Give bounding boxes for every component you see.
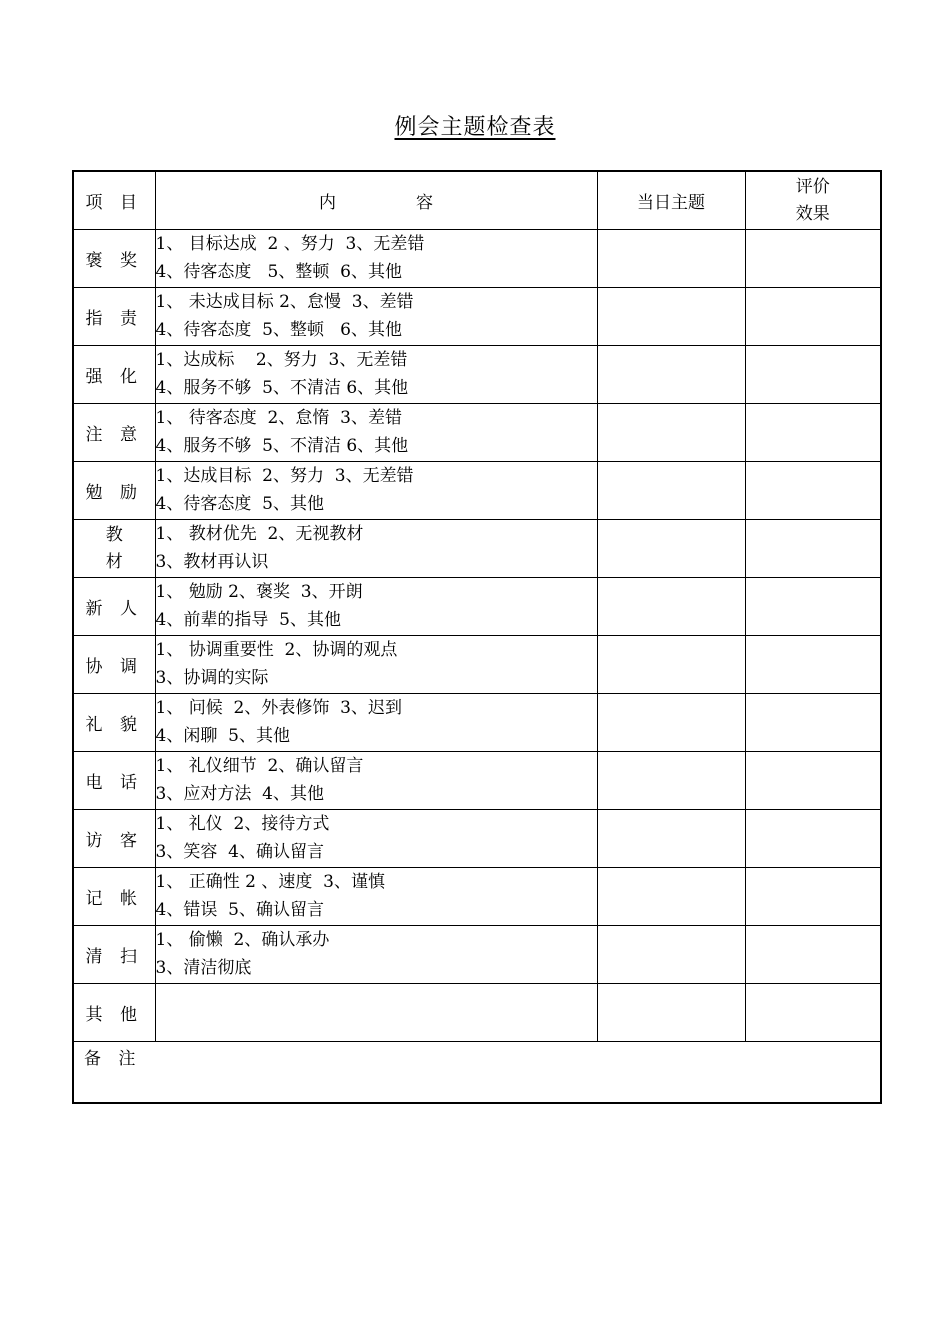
theme-cell[interactable] xyxy=(597,288,745,346)
theme-cell[interactable] xyxy=(597,984,745,1042)
row-content xyxy=(155,230,597,288)
row-item-label: 新 人 xyxy=(73,578,155,636)
content-line: 1、 协调重要性 2、协调的观点 xyxy=(155,640,398,660)
row-item-label: 访 客 xyxy=(73,810,155,868)
row-content xyxy=(155,346,597,404)
row-content xyxy=(155,868,597,926)
header-content-left: 内 xyxy=(319,193,336,213)
theme-cell[interactable] xyxy=(597,926,745,984)
row-item-label-line: 教 xyxy=(105,524,123,545)
theme-cell[interactable] xyxy=(597,636,745,694)
content-line: 1、 未达成目标 2、怠慢 3、差错 xyxy=(155,292,414,312)
content-line: 1、 问候 2、外表修饰 3、迟到 xyxy=(155,698,402,718)
content-line: 1、 目标达成 2 、努力 3、无差错 xyxy=(155,234,425,254)
theme-cell[interactable] xyxy=(597,520,745,578)
row-content xyxy=(155,694,597,752)
content-line: 3、协调的实际 xyxy=(155,668,269,688)
table-row xyxy=(73,810,881,868)
content-line: 4、前辈的指导 5、其他 xyxy=(155,610,341,630)
row-content xyxy=(155,288,597,346)
content-line: 3、教材再认识 xyxy=(155,552,269,572)
theme-cell[interactable] xyxy=(597,404,745,462)
evaluation-cell[interactable] xyxy=(745,810,881,868)
row-content xyxy=(155,404,597,462)
inspection-table xyxy=(72,170,882,1104)
header-eval-line1: 评价 xyxy=(795,176,830,197)
content-line: 3、笑容 4、确认留言 xyxy=(155,842,324,862)
header-item: 项 目 xyxy=(73,171,155,230)
table-row xyxy=(73,404,881,462)
header-evaluation xyxy=(745,171,881,230)
table-row xyxy=(73,752,881,810)
content-line: 4、闲聊 5、其他 xyxy=(155,726,290,746)
row-content xyxy=(155,636,597,694)
table-header-row xyxy=(73,171,881,230)
header-content-right: 容 xyxy=(416,193,433,213)
row-content xyxy=(155,578,597,636)
header-theme: 当日主题 xyxy=(597,171,745,230)
content-line: 1、 待客态度 2、怠惰 3、差错 xyxy=(155,408,402,428)
content-line: 1、 礼仪 2、接待方式 xyxy=(155,814,330,834)
table-row xyxy=(73,462,881,520)
content-line: 1、达成标 2、努力 3、无差错 xyxy=(155,350,408,370)
theme-cell[interactable] xyxy=(597,694,745,752)
row-item-label xyxy=(73,520,155,578)
content-line: 4、服务不够 5、不清洁 6、其他 xyxy=(155,436,409,456)
evaluation-cell[interactable] xyxy=(745,694,881,752)
content-line: 1、达成目标 2、努力 3、无差错 xyxy=(155,466,414,486)
remark-label: 备 注 xyxy=(84,1049,142,1069)
row-item-label: 注 意 xyxy=(73,404,155,462)
theme-cell[interactable] xyxy=(597,230,745,288)
remark-row xyxy=(73,1042,881,1104)
table-row xyxy=(73,926,881,984)
row-content xyxy=(155,520,597,578)
evaluation-cell[interactable] xyxy=(745,462,881,520)
theme-cell[interactable] xyxy=(597,578,745,636)
theme-cell[interactable] xyxy=(597,810,745,868)
content-line: 1、 勉励 2、褒奖 3、开朗 xyxy=(155,582,363,602)
content-line: 4、待客态度 5、其他 xyxy=(155,494,324,514)
table-row xyxy=(73,288,881,346)
row-item-label: 礼 貌 xyxy=(73,694,155,752)
row-item-label: 褒 奖 xyxy=(73,230,155,288)
evaluation-cell[interactable] xyxy=(745,346,881,404)
evaluation-cell[interactable] xyxy=(745,520,881,578)
evaluation-cell[interactable] xyxy=(745,404,881,462)
evaluation-cell[interactable] xyxy=(745,230,881,288)
theme-cell[interactable] xyxy=(597,346,745,404)
evaluation-cell[interactable] xyxy=(745,752,881,810)
evaluation-cell[interactable] xyxy=(745,636,881,694)
table-row xyxy=(73,520,881,578)
evaluation-cell[interactable] xyxy=(745,868,881,926)
row-item-label: 协 调 xyxy=(73,636,155,694)
row-content[interactable] xyxy=(155,984,597,1042)
content-line: 1、 偷懒 2、确认承办 xyxy=(155,930,330,950)
content-line: 4、错误 5、确认留言 xyxy=(155,900,324,920)
content-line: 4、服务不够 5、不清洁 6、其他 xyxy=(155,378,409,398)
content-line: 4、待客态度 5、整顿 6、其他 xyxy=(155,320,402,340)
header-content xyxy=(155,171,597,230)
row-item-label: 勉 励 xyxy=(73,462,155,520)
content-line: 1、 正确性 2 、速度 3、谨慎 xyxy=(155,872,385,892)
row-item-label: 其 他 xyxy=(73,984,155,1042)
row-item-label: 强 化 xyxy=(73,346,155,404)
content-line: 3、应对方法 4、其他 xyxy=(155,784,324,804)
header-eval-line2: 效果 xyxy=(795,203,830,224)
row-item-label: 记 帐 xyxy=(73,868,155,926)
table-row xyxy=(73,868,881,926)
table-row xyxy=(73,636,881,694)
row-item-label: 电 话 xyxy=(73,752,155,810)
page-title: 例会主题检查表 xyxy=(394,115,556,140)
evaluation-cell[interactable] xyxy=(745,578,881,636)
row-content xyxy=(155,462,597,520)
row-content xyxy=(155,810,597,868)
theme-cell[interactable] xyxy=(597,462,745,520)
row-content xyxy=(155,926,597,984)
evaluation-cell[interactable] xyxy=(745,984,881,1042)
table-row xyxy=(73,346,881,404)
table-row xyxy=(73,984,881,1042)
content-line: 3、清洁彻底 xyxy=(155,958,252,978)
evaluation-cell[interactable] xyxy=(745,288,881,346)
content-line: 1、 教材优先 2、无视教材 xyxy=(155,524,364,544)
table-row xyxy=(73,694,881,752)
row-item-label: 清 扫 xyxy=(73,926,155,984)
content-line: 4、待客态度 5、整顿 6、其他 xyxy=(155,262,402,282)
row-item-label-line: 材 xyxy=(105,551,123,572)
table-row xyxy=(73,578,881,636)
row-content xyxy=(155,752,597,810)
evaluation-cell[interactable] xyxy=(745,926,881,984)
remark-cell[interactable] xyxy=(73,1042,881,1104)
theme-cell[interactable] xyxy=(597,752,745,810)
table-row xyxy=(73,230,881,288)
theme-cell[interactable] xyxy=(597,868,745,926)
row-item-label: 指 责 xyxy=(73,288,155,346)
content-line: 1、 礼仪细节 2、确认留言 xyxy=(155,756,364,776)
